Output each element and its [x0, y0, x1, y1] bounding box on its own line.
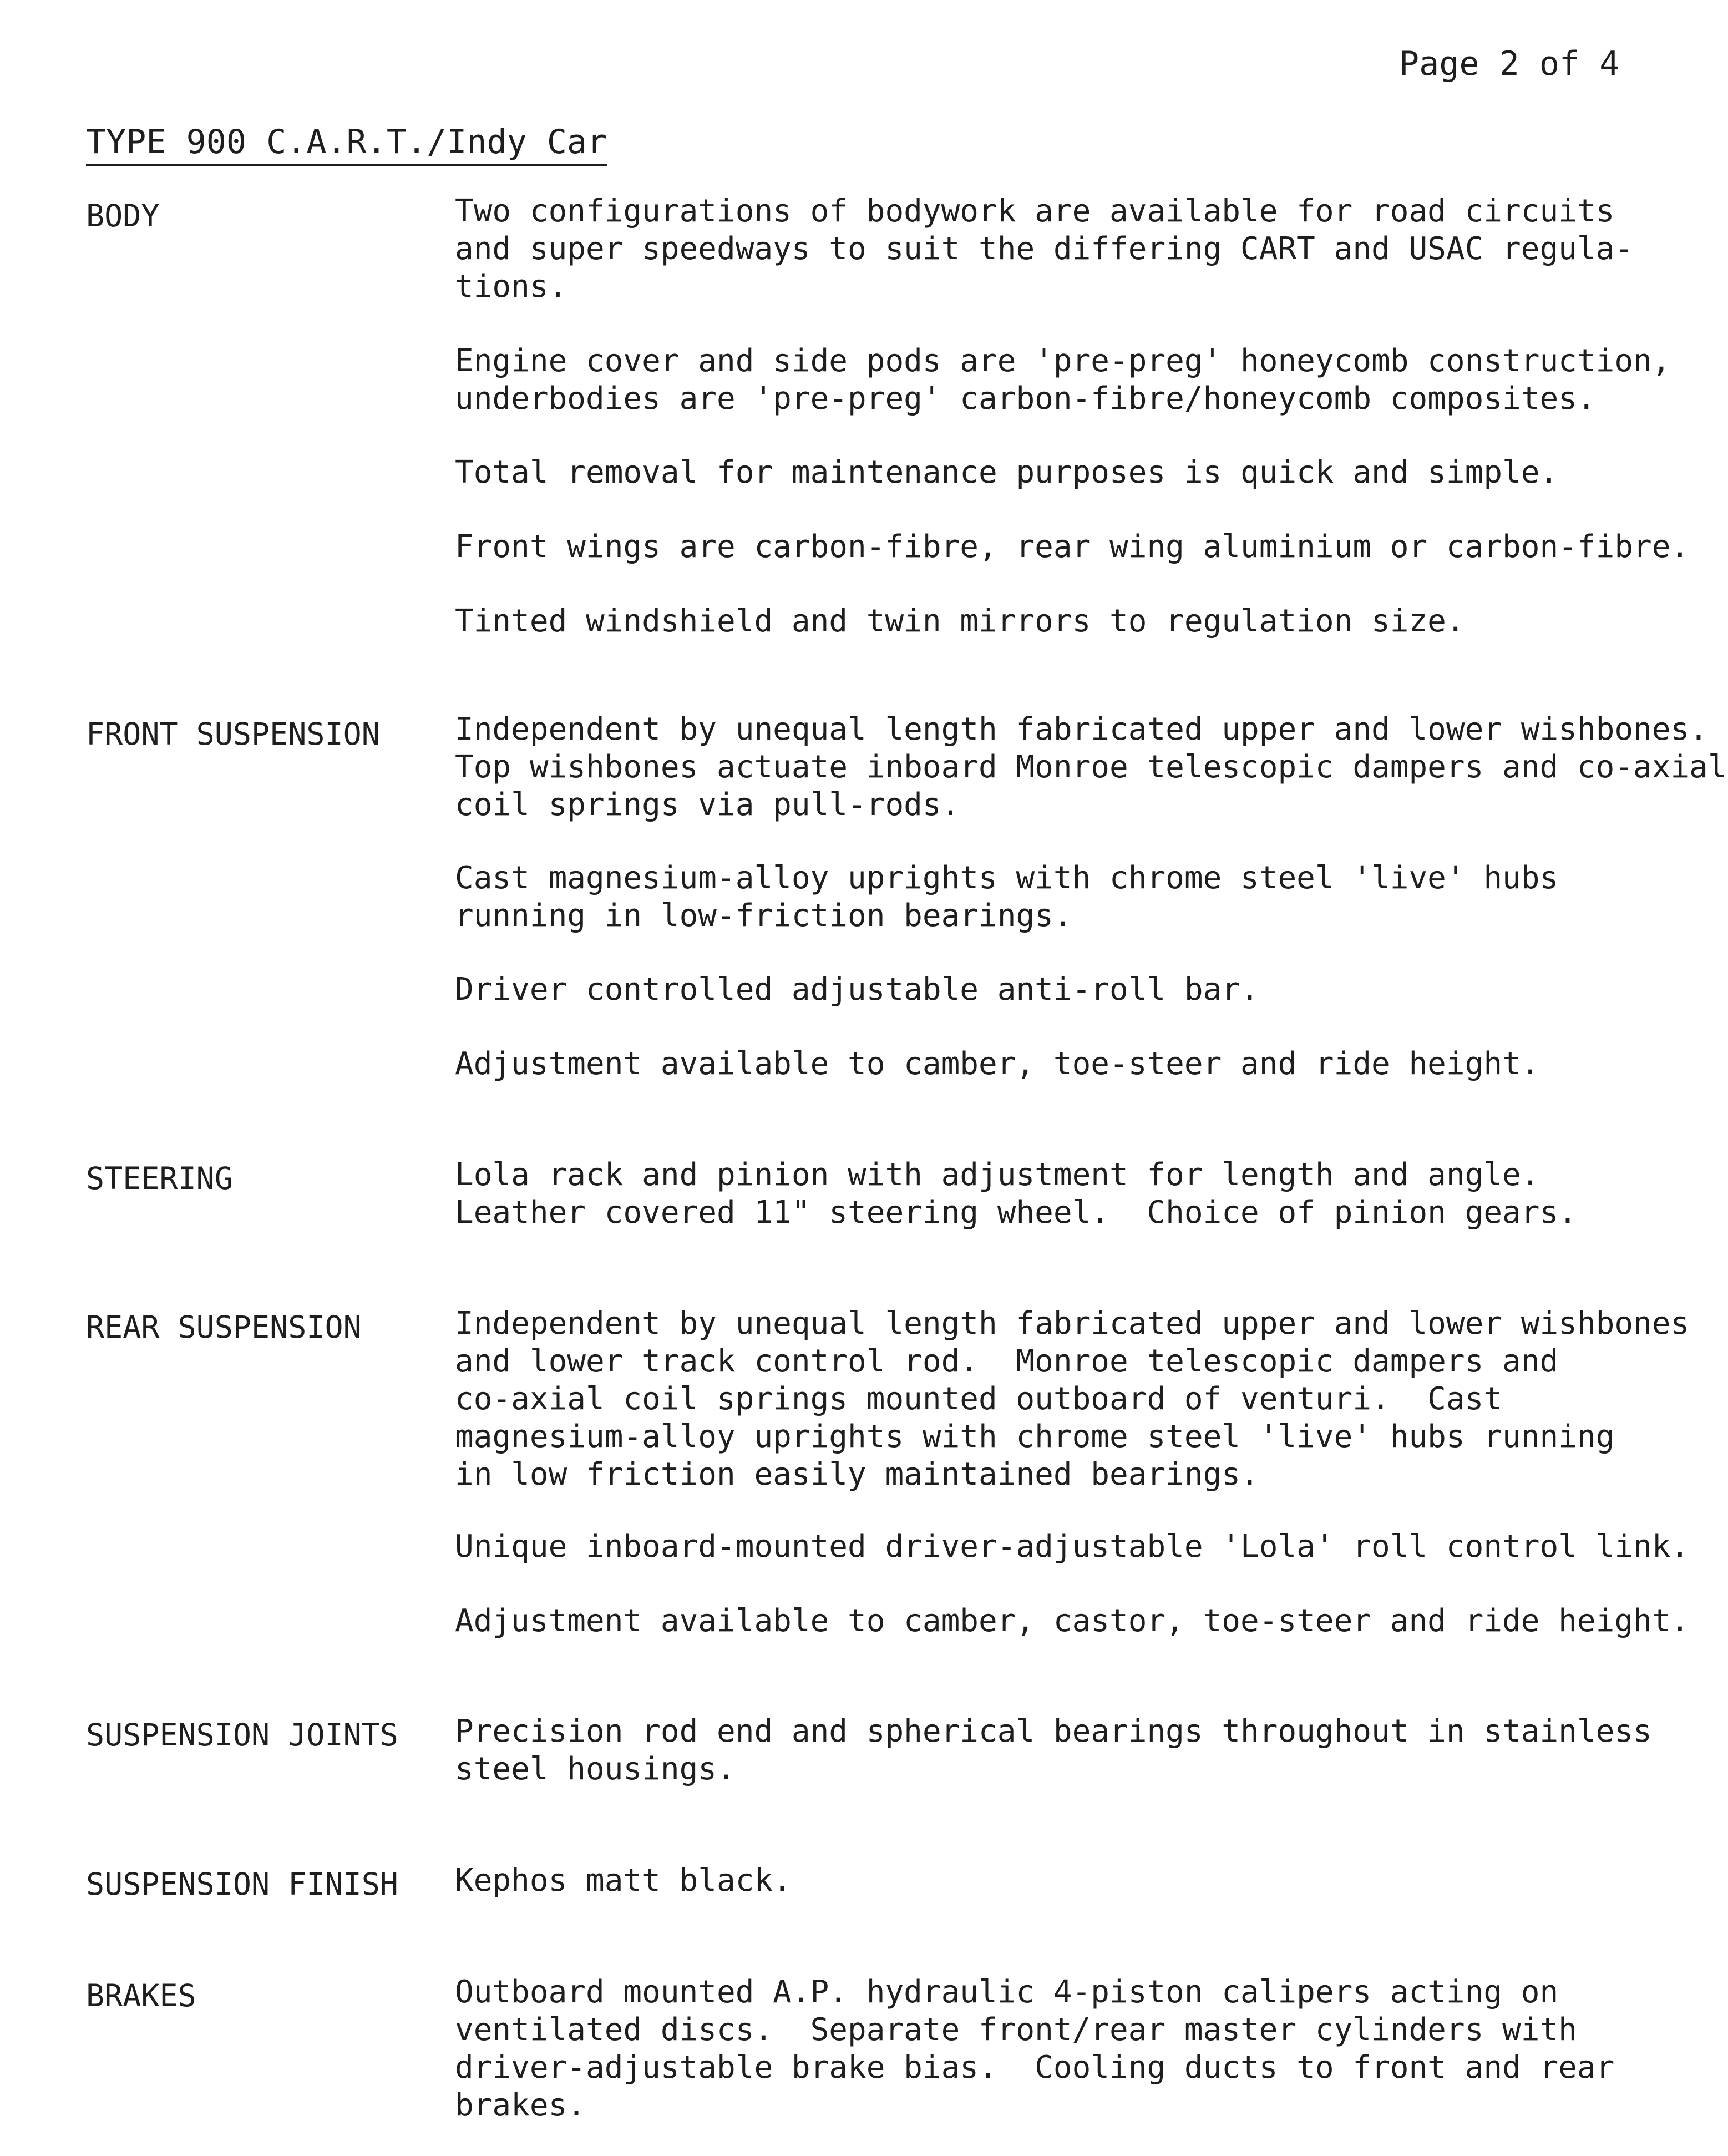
section-label-rear-suspension: REAR SUSPENSION [86, 1309, 362, 1345]
body-paragraph-4: Front wings are carbon-fibre, rear wing aluminium or carbon-fibre. [455, 529, 1690, 565]
body-paragraph-1: Two configurations of bodywork are available for road circuits and super speedways to suit the differing CART and USAC regula- tions. [455, 193, 1634, 305]
brakes-paragraph-1: Outboard mounted A.P. hydraulic 4-piston calipers acting on ventilated discs. Separate front/rear master cylinders with driver-adjustable brake bias. Cooling ducts to front and rear brakes. [455, 1974, 1615, 2123]
front-suspension-paragraph-4: Adjustment available to camber, toe-steer and ride height. [455, 1046, 1540, 1082]
section-label-steering: STEERING [86, 1161, 233, 1196]
suspension-joints-paragraph-1: Precision rod end and spherical bearings throughout in stainless steel housings. [455, 1713, 1652, 1787]
section-label-front-suspension: FRONT SUSPENSION [86, 716, 380, 752]
front-suspension-paragraph-1: Independent by unequal length fabricated upper and lower wishbones. Top wishbones actuate inboard Monroe telescopic dampers and co-axial coil springs via pull-rods. [455, 711, 1727, 823]
front-suspension-paragraph-2: Cast magnesium-alloy uprights with chrome steel 'live' hubs running in low-friction bearings. [455, 860, 1559, 934]
section-label-suspension-joints: SUSPENSION JOINTS [86, 1717, 398, 1753]
rear-suspension-paragraph-2: Unique inboard-mounted driver-adjustable 'Lola' roll control link. [455, 1529, 1690, 1565]
section-label-body: BODY [86, 198, 160, 234]
body-paragraph-2: Engine cover and side pods are 'pre-preg' honeycomb construction, underbodies are 'pre-preg' carbon-fibre/honeycomb composites. [455, 343, 1671, 417]
steering-paragraph-1: Lola rack and pinion with adjustment for length and angle. Leather covered 11" steering wheel. Choice of pinion gears. [455, 1157, 1577, 1231]
suspension-finish-paragraph-1: Kephos matt black. [455, 1863, 792, 1899]
section-label-suspension-finish: SUSPENSION FINISH [86, 1866, 398, 1902]
rear-suspension-paragraph-1: Independent by unequal length fabricated upper and lower wishbones and lower track control rod. Monroe telescopic dampers and co-axial coil springs mounted outboard of venturi. Cast magnesium-alloy uprights with chrome steel 'live' hubs running in low friction easily maintained bearings. [455, 1305, 1690, 1492]
body-paragraph-5: Tinted windshield and twin mirrors to regulation size. [455, 603, 1465, 639]
document-title: TYPE 900 C.A.R.T./Indy Car [86, 123, 607, 166]
page-number: Page 2 of 4 [1399, 44, 1620, 83]
body-paragraph-3: Total removal for maintenance purposes is quick and simple. [455, 454, 1559, 490]
section-label-brakes: BRAKES [86, 1978, 196, 2013]
front-suspension-paragraph-3: Driver controlled adjustable anti-roll bar. [455, 971, 1259, 1008]
rear-suspension-paragraph-3: Adjustment available to camber, castor, toe-steer and ride height. [455, 1603, 1690, 1639]
